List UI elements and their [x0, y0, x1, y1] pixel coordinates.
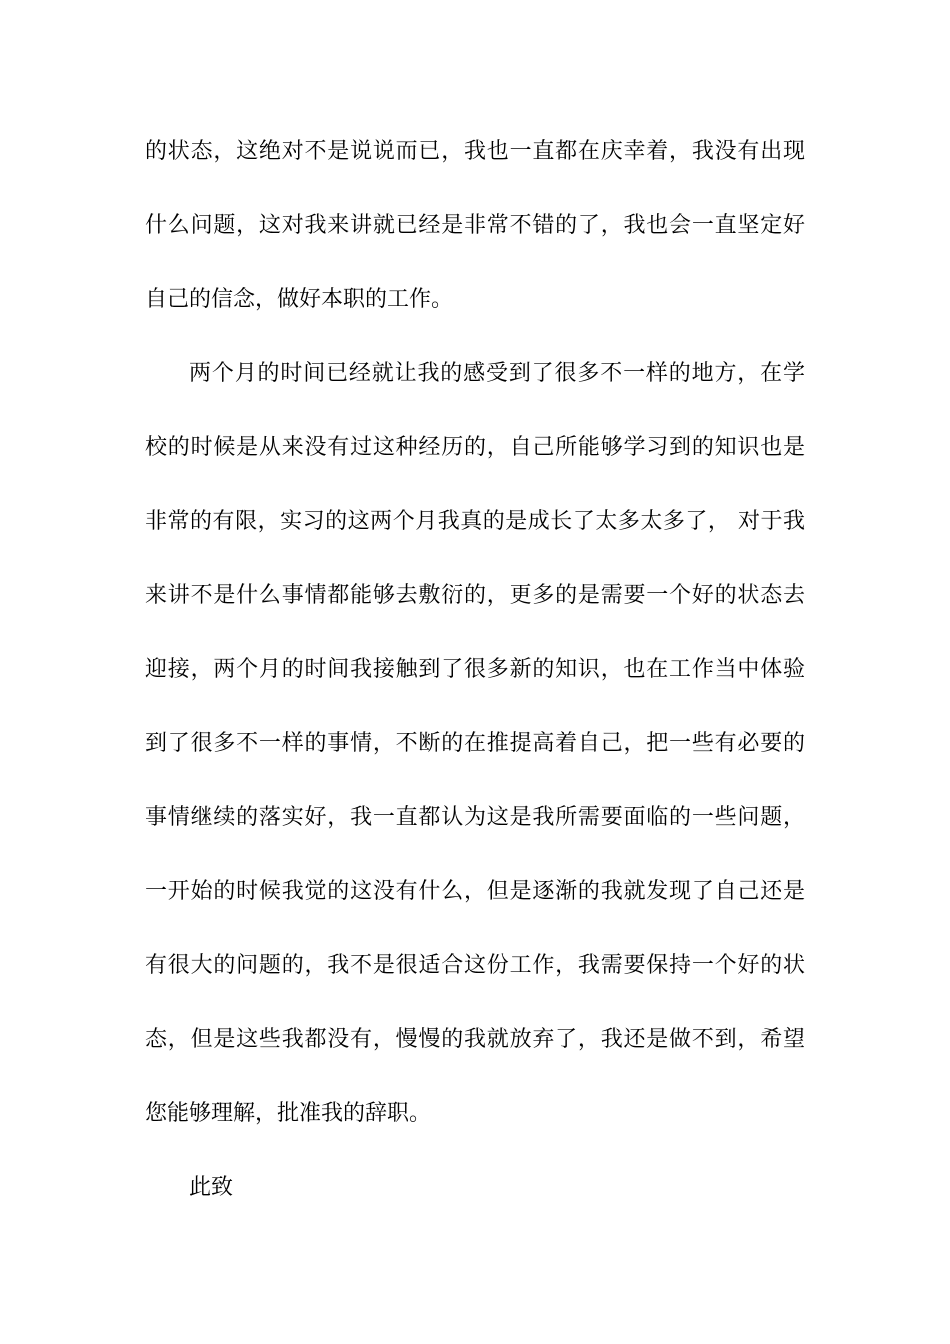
- paragraph-line: 态，但是这些我都没有，慢慢的我就放弃了，我还是做不到，希望: [145, 1027, 805, 1052]
- closing-salutation: 此致: [189, 1175, 234, 1200]
- paragraph-line: 您能够理解，批准我的辞职。: [145, 1101, 432, 1126]
- paragraph-line: 来讲不是什么事情都能够去敷衍的，更多的是需要一个好的状态去: [145, 583, 805, 608]
- paragraph-line: 事情继续的落实好，我一直都认为这是我所需要面临的一些问题，: [145, 805, 805, 830]
- paragraph-line: 的状态，这绝对不是说说而已，我也一直都在庆幸着，我没有出现: [145, 139, 805, 164]
- paragraph-line: 一开始的时候我觉的这没有什么，但是逐渐的我就发现了自己还是: [145, 879, 805, 904]
- paragraph-line: 非常的有限，实习的这两个月我真的是成长了太多太多了， 对于我: [145, 509, 805, 534]
- paragraph-line: 自己的信念，做好本职的工作。: [145, 287, 454, 312]
- paragraph-line: 到了很多不一样的事情，不断的在推提高着自己，把一些有必要的: [145, 731, 805, 756]
- paragraph-line: 什么问题，这对我来讲就已经是非常不错的了，我也会一直坚定好: [145, 213, 805, 238]
- paragraph-line: 迎接，两个月的时间我接触到了很多新的知识，也在工作当中体验: [145, 657, 805, 682]
- paragraph-line: 两个月的时间已经就让我的感受到了很多不一样的地方，在学: [189, 361, 805, 386]
- paragraph-line: 有很大的问题的，我不是很适合这份工作，我需要保持一个好的状: [145, 953, 805, 978]
- paragraph-line: 校的时候是从来没有过这种经历的，自己所能够学习到的知识也是: [145, 435, 805, 460]
